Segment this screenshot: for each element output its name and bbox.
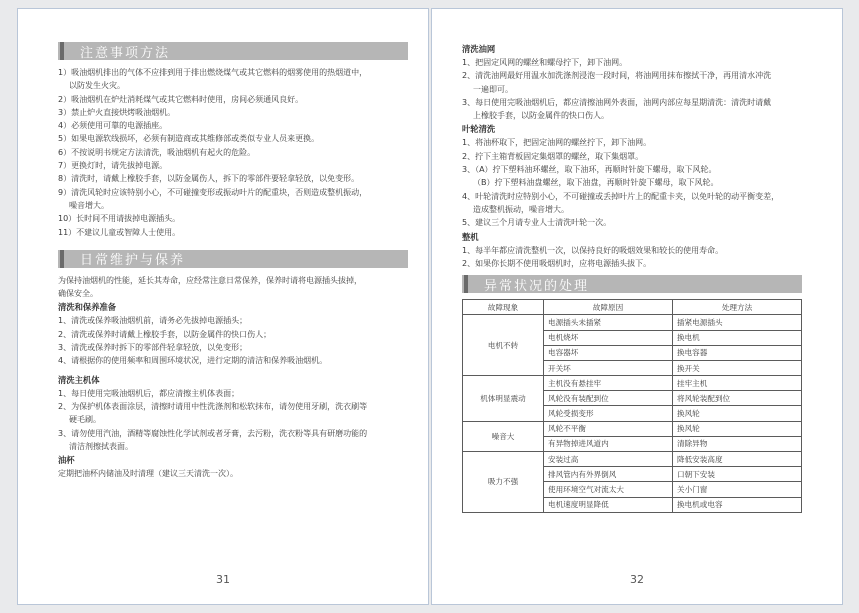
list-item: 1、把固定风网的螺丝和螺母拧下，卸下油网。	[462, 58, 628, 67]
symptom-cell: 噪音大	[463, 421, 544, 451]
list-item: 11）不建议儿童或智障人士使用。	[58, 227, 181, 237]
list-item: 3）禁止炉火直接烘烤吸油烟机。	[58, 107, 176, 117]
solution-cell: 换风轮	[673, 421, 802, 436]
maintenance-intro: 为保持油烟机的性能，延长其寿命，应经常注意日常保养，保养时请将电源插头拔掉，	[58, 275, 362, 285]
list-item: （B）拧下塑料油盘螺丝，取下油盘，再顺时针旋下螺母，取下风轮。	[473, 178, 719, 188]
list-item: 3、清洗或保养时拆下的零部件轻拿轻放，以免变形；	[58, 343, 248, 353]
list-item: 造成整机振动，噪音增大。	[473, 204, 569, 214]
cause-cell: 有异物掉进风道内	[544, 436, 673, 451]
header-cell: 处理方法	[673, 300, 802, 315]
table-row	[463, 315, 802, 330]
list-item: 3、每日使用完吸油烟机后，都应清擦油网外表面，油网内部应每星期清洗：清洗时请戴	[462, 97, 772, 107]
page-number: 32	[630, 573, 644, 586]
solution-cell: 插紧电源插头	[673, 315, 802, 330]
table-row	[463, 452, 802, 467]
cause-cell: 电机速度明显降低	[544, 497, 673, 512]
body-cleaning-heading: 清洗主机体	[58, 374, 100, 385]
list-item: 2、为保护机体表面涂层，清擦时请用中性洗涤剂和松软抹布，请勿使用牙刷，洗衣刷等	[58, 401, 368, 411]
table-row	[463, 376, 802, 391]
cause-cell: 电源插头未插紧	[544, 315, 673, 330]
left-page	[17, 8, 429, 605]
list-item: 2、拧下主箱背板固定集烟罩的螺丝，取下集烟罩。	[462, 151, 644, 161]
cause-cell: 电容器坏	[544, 345, 673, 360]
list-item: 清洁剂擦拭表面。	[69, 441, 133, 451]
cause-cell: 安装过高	[544, 452, 673, 467]
solution-cell: 换风轮	[673, 406, 802, 421]
list-item: 上橡胶手套，以防金属件的快口伤人。	[473, 111, 609, 121]
solution-cell: 将风轮装配到位	[673, 391, 802, 406]
list-item: 2、如果你长期不使用吸烟机时，应将电源插头拔下。	[462, 258, 652, 268]
right-content	[462, 42, 802, 513]
table-header-row	[463, 300, 802, 315]
cause-cell: 排风管内有外界倒风	[544, 467, 673, 482]
list-item: 2、清洗或保养时请戴上橡胶手套，以防金属件的快口伤人；	[58, 329, 272, 339]
page-number: 31	[216, 573, 230, 586]
solution-cell: 关小门窗	[673, 482, 802, 497]
list-item: 1、每日使用完吸油烟机后，都应清擦主机体表面；	[58, 388, 240, 398]
cause-cell: 开关坏	[544, 360, 673, 375]
prep-heading: 清洗和保养准备	[58, 302, 117, 313]
list-item: 2、清洗油网最好用温水加洗涤剂浸泡一段时间，将油网用抹布擦拭干净，再用清水冲洗	[462, 71, 772, 81]
solution-cell: 口朝下安装	[673, 467, 802, 482]
list-item: 1）吸油烟机排出的气体不应排到用于排出燃烧煤气或其它燃料的烟雾使用的热烟道中，	[58, 68, 368, 77]
solution-cell: 清除异物	[673, 436, 802, 451]
symptom-cell: 机体明显震动	[463, 376, 544, 422]
whole-unit-heading: 整机	[462, 231, 479, 242]
list-item: 一遍即可。	[473, 84, 513, 94]
troubleshooting-table	[462, 299, 802, 513]
section-title-maintenance: 日常维护与保养	[58, 250, 408, 268]
table-row	[463, 421, 802, 436]
list-item: 10）长时间不用请拔掉电源插头。	[58, 214, 181, 224]
list-item: 硬毛刷。	[69, 415, 101, 425]
header-cell: 故障原因	[544, 300, 673, 315]
net-cleaning-heading: 清洗油网	[462, 44, 496, 54]
list-item: 1、清洗或保养吸油烟机前，请务必先拔掉电源插头；	[58, 316, 248, 326]
cause-cell: 风轮没有装配到位	[544, 391, 673, 406]
cause-cell: 使用环境空气对流太大	[544, 482, 673, 497]
list-item: 5）如果电源软线损坏，必须有制造商或其维修部或类似专业人员来更换。	[58, 134, 320, 144]
right-page	[431, 8, 843, 605]
list-item: 4、请根据你的使用频率和周围环境状况，进行定期的清洁和保养吸油烟机。	[58, 356, 328, 366]
list-item: 5、建议三个月请专业人士清洗叶轮一次。	[462, 218, 612, 228]
list-item: 噪音增大。	[69, 200, 109, 210]
list-item: 9）清洗风轮时应该特别小心，不可碰撞变形或振动叶片的配重块，否则造成整机振动，	[58, 187, 368, 197]
list-item: 4）必须使用可靠的电源插座。	[58, 121, 168, 131]
fan-cleaning-heading: 叶轮清洗	[462, 124, 496, 135]
list-item: 7）更换灯时，请先拔掉电源。	[58, 161, 168, 171]
oil-cup-text: 定期把油杯内储油及时清理（建议三天清洗一次）。	[58, 469, 238, 479]
left-content	[58, 42, 408, 480]
solution-cell: 挂牢主机	[673, 376, 802, 391]
cause-cell: 电机烧坏	[544, 330, 673, 345]
list-item: 3、（A）拧下塑料油环螺丝，取下油环，再顺时针旋下螺母，取下风轮。	[462, 165, 717, 175]
section-title-troubleshooting: 异常状况的处理	[462, 275, 802, 293]
list-item: 1、将油杯取下，把固定油网的螺丝拧下，卸下油网。	[462, 138, 652, 148]
list-item: 6）不按说明书规定方法清洗，吸油烟机有起火的危险。	[58, 147, 256, 157]
list-item: 以防发生火灾。	[69, 81, 125, 91]
solution-cell: 换电容器	[673, 345, 802, 360]
maintenance-intro: 确保安全。	[58, 289, 98, 299]
precautions-list	[58, 66, 408, 239]
symptom-cell: 吸力不强	[463, 452, 544, 513]
cause-cell: 风轮不平衡	[544, 421, 673, 436]
list-item: 3、请勿使用汽油，酒精等腐蚀性化学试剂或者牙膏，去污粉，洗衣粉等具有研磨功能的	[58, 428, 368, 438]
list-item: 8）清洗时，请戴上橡胶手套，以防金属伤人，拆下的零部件要轻拿轻放，以免变形。	[58, 174, 360, 184]
cause-cell: 主机没有悬挂牢	[544, 376, 673, 391]
solution-cell: 换开关	[673, 360, 802, 375]
list-item: 1、每半年都应清洗整机一次，以保持良好的吸烟效果和较长的使用寿命。	[462, 245, 724, 255]
cause-cell: 风轮受损变形	[544, 406, 673, 421]
list-item: 2）吸油烟机在炉灶消耗煤气或其它燃料时使用，房间必须通风良好。	[58, 94, 304, 104]
header-cell: 故障现象	[463, 300, 544, 315]
section-title-precautions: 注意事项方法	[58, 42, 408, 60]
symptom-cell: 电机不转	[463, 315, 544, 376]
solution-cell: 换电机	[673, 330, 802, 345]
solution-cell: 降低安装高度	[673, 452, 802, 467]
list-item: 4、叶轮清洗时应特别小心，不可碰撞或丢掉叶片上的配重卡夹，以免叶轮的动平衡变差，	[462, 191, 780, 201]
oil-cup-heading: 油杯	[58, 455, 75, 466]
solution-cell: 换电机或电容	[673, 497, 802, 512]
